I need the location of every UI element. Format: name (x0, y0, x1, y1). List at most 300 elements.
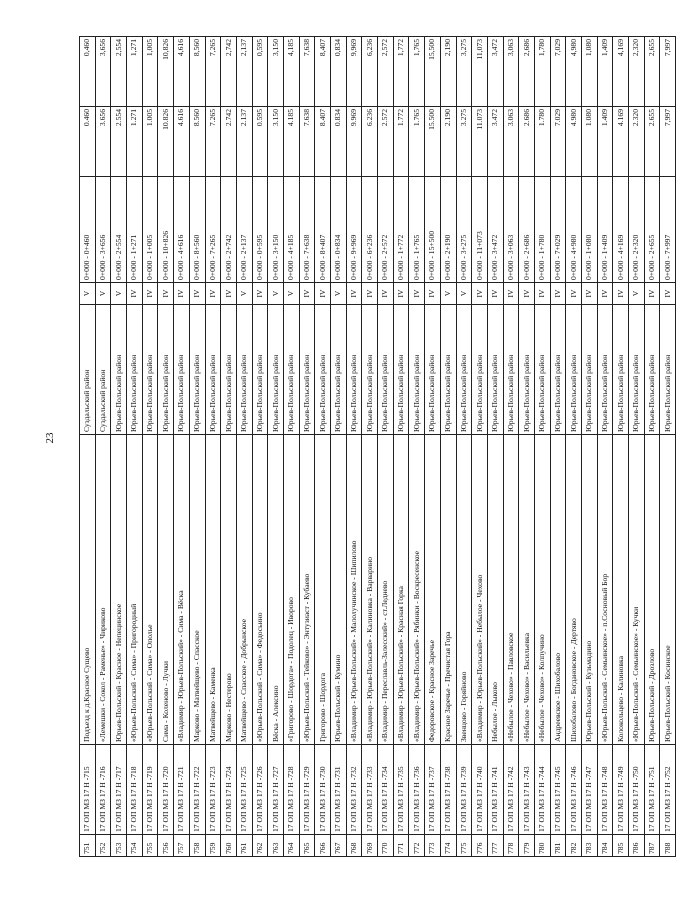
table-row (174, 37, 190, 857)
road-name: «Владимир - Юрьев-Польский» - Сима - Вёска (174, 435, 190, 745)
road-category: IV (566, 283, 582, 305)
road-id: 17 ОП МЗ 17 Н -739 (456, 745, 472, 835)
total-length-value: 7,265 (205, 37, 221, 107)
row-number: 776 (472, 835, 488, 857)
km-range: 0+000 - 3+150 (268, 177, 284, 283)
length-value: 2.190 (440, 107, 456, 177)
road-name: «Небылое - Чехово» - Павловское (503, 435, 519, 745)
table-row (283, 37, 299, 857)
table-row (472, 37, 488, 857)
district: Юрьев-Польский район (127, 305, 143, 435)
road-id: 17 ОП МЗ 17 Н -750 (629, 745, 645, 835)
district: Юрьев-Польский район (440, 305, 456, 435)
road-name: «Юрьев-Польский - Сима» - Пригородный (127, 435, 143, 745)
road-id: 17 ОП МЗ 17 Н -731 (331, 745, 347, 835)
length-value: 4.980 (566, 107, 582, 177)
km-range: 0+000 - 1+409 (597, 177, 613, 283)
row-number: 783 (582, 835, 598, 857)
road-name: Юрьев-Польский - Кузьмадино (582, 435, 598, 745)
road-category: IV (299, 283, 315, 305)
district: Юрьев-Польский район (644, 305, 660, 435)
road-id: 17 ОП МЗ 17 Н -726 (252, 745, 268, 835)
table-row (142, 37, 158, 857)
table-row (660, 37, 676, 857)
road-id: 17 ОП МЗ 17 Н -715 (80, 745, 96, 835)
road-category: IV (472, 283, 488, 305)
road-category: V (95, 283, 111, 305)
district: Юрьев-Польский район (189, 305, 205, 435)
row-number: 752 (95, 835, 111, 857)
district: Юрьев-Польский район (660, 305, 676, 435)
road-id: 17 ОП МЗ 17 Н -730 (315, 745, 331, 835)
length-value: 7,997 (660, 107, 676, 177)
road-name: Андреевское - Шихобалово (550, 435, 566, 745)
length-value: 2.686 (519, 107, 535, 177)
district: Юрьев-Польский район (283, 305, 299, 435)
road-id: 17 ОП МЗ 17 Н -738 (440, 745, 456, 835)
road-id: 17 ОП МЗ 17 Н -717 (111, 745, 127, 835)
km-range: 0+000 - 1+772 (393, 177, 409, 283)
road-id: 17 ОП МЗ 17 Н -735 (393, 745, 409, 835)
road-name: «Небылое - Чехово» - Колпучино (534, 435, 550, 745)
road-id: 17 ОП МЗ 17 Н -728 (283, 745, 299, 835)
table-row (519, 37, 535, 857)
district: Юрьев-Польский район (393, 305, 409, 435)
km-range: 0+000 - 1+005 (142, 177, 158, 283)
total-length-value: 0,595 (252, 37, 268, 107)
road-category: IV (158, 283, 174, 305)
district: Юрьев-Польский район (550, 305, 566, 435)
row-number: 758 (189, 835, 205, 857)
km-range: 0+000 - 15+500 (425, 177, 441, 283)
table-row (582, 37, 598, 857)
row-number: 753 (111, 835, 127, 857)
km-range: 0+000 - 3+656 (95, 177, 111, 283)
road-id: 17 ОП МЗ 17 Н -724 (221, 745, 237, 835)
road-category: V (456, 283, 472, 305)
page-number: 23 (44, 432, 56, 444)
km-range: 0+000 - 1+780 (534, 177, 550, 283)
district: Юрьев-Польский район (252, 305, 268, 435)
road-id: 17 ОП МЗ 17 Н -734 (378, 745, 394, 835)
road-category: IV (174, 283, 190, 305)
km-range: 0+000 - 1+271 (127, 177, 143, 283)
row-number: 777 (487, 835, 503, 857)
district: Юрьев-Польский район (472, 305, 488, 435)
length-value: 7.029 (550, 107, 566, 177)
length-value: 3.275 (456, 107, 472, 177)
row-number: 774 (440, 835, 456, 857)
km-range: 0+000 - 1+765 (409, 177, 425, 283)
length-value: 6.236 (362, 107, 378, 177)
length-value: 3.472 (487, 107, 503, 177)
km-range: 0+000 - 2+572 (378, 177, 394, 283)
district: Юрьев-Польский район (582, 305, 598, 435)
table-row (487, 37, 503, 857)
length-value: 3.656 (95, 107, 111, 177)
total-length-value: 2,554 (111, 37, 127, 107)
road-id: 17 ОП МЗ 17 Н -733 (362, 745, 378, 835)
total-length-value: 1,080 (582, 37, 598, 107)
road-name: Федоровское - Красное Заречье (425, 435, 441, 745)
total-length-value: 2,137 (236, 37, 252, 107)
road-id: 17 ОП МЗ 17 Н -752 (660, 745, 676, 835)
road-category: IV (127, 283, 143, 305)
row-number: 771 (393, 835, 409, 857)
road-name: «Владимир - Юрьев-Польский» - Калиновка - Варварино (362, 435, 378, 745)
district: Юрьев-Польский район (346, 305, 362, 435)
road-name: Юрьев-Польский - Косинское (660, 435, 676, 745)
km-range: 0+000 - 2+742 (221, 177, 237, 283)
road-category: IV (550, 283, 566, 305)
total-length-value: 1,772 (393, 37, 409, 107)
road-name: Юрьев-Польский - Кумино (331, 435, 347, 745)
row-number: 766 (315, 835, 331, 857)
district: Суздальский район (95, 305, 111, 435)
row-number: 764 (283, 835, 299, 857)
row-number: 763 (268, 835, 284, 857)
row-number: 760 (221, 835, 237, 857)
length-value: 10.826 (158, 107, 174, 177)
road-name: Подъезд к д.Красное Сущево (80, 435, 96, 745)
road-name: Юрьев-Польский - Дрозлово (644, 435, 660, 745)
road-id: 17 ОП МЗ 17 Н -744 (534, 745, 550, 835)
road-name: «Владимир - Юрьев-Польский» - Рябинки - Воскресенское (409, 435, 425, 745)
km-range: 0+000 - 0+834 (331, 177, 347, 283)
length-value: 4.616 (174, 107, 190, 177)
district: Юрьев-Польский район (378, 305, 394, 435)
total-length-value: 8,407 (315, 37, 331, 107)
table-row (268, 37, 284, 857)
road-name: Небылое - Лыково (487, 435, 503, 745)
road-name: Матвейщево - Спасское - Добрынское (236, 435, 252, 745)
km-range: 0+000 - 10+826 (158, 177, 174, 283)
total-length-value: 1,780 (534, 37, 550, 107)
road-name: Вёска - Алексино (268, 435, 284, 745)
row-number: 779 (519, 835, 535, 857)
km-range: 0+000 - 7+029 (550, 177, 566, 283)
district: Юрьев-Польский район (174, 305, 190, 435)
road-name: «Юрьев-Польский - Сима» - Федосьино (252, 435, 268, 745)
road-id: 17 ОП МЗ 17 Н -742 (503, 745, 519, 835)
km-range: 0+000 - 3+063 (503, 177, 519, 283)
road-category: IV (315, 283, 331, 305)
table-row (80, 37, 96, 857)
road-category: V (629, 283, 645, 305)
length-value: 1.780 (534, 107, 550, 177)
row-number: 784 (597, 835, 613, 857)
table-row (629, 37, 645, 857)
row-number: 756 (158, 835, 174, 857)
district: Юрьев-Польский район (205, 305, 221, 435)
length-value: 7.265 (205, 107, 221, 177)
km-range: 0+000 - 6+236 (362, 177, 378, 283)
road-category: V (236, 283, 252, 305)
row-number: 770 (378, 835, 394, 857)
km-range: 0+000 - 7+265 (205, 177, 221, 283)
length-value: 8.407 (315, 107, 331, 177)
total-length-value: 3,150 (268, 37, 284, 107)
total-length-value: 3,472 (487, 37, 503, 107)
district: Юрьев-Польский район (142, 305, 158, 435)
km-range: 0+000 - 4+980 (566, 177, 582, 283)
road-category: IV (189, 283, 205, 305)
road-category: IV (221, 283, 237, 305)
table-row (597, 37, 613, 857)
row-number: 786 (629, 835, 645, 857)
table-row (503, 37, 519, 857)
total-length-value: 8,560 (189, 37, 205, 107)
road-category: IV (425, 283, 441, 305)
table-row (566, 37, 582, 857)
road-id: 17 ОП МЗ 17 Н -748 (597, 745, 613, 835)
row-number: 759 (205, 835, 221, 857)
district: Юрьев-Польский район (236, 305, 252, 435)
row-number: 767 (331, 835, 347, 857)
district: Юрьев-Польский район (268, 305, 284, 435)
length-value: 11.073 (472, 107, 488, 177)
road-category: IV (644, 283, 660, 305)
district: Юрьев-Польский район (221, 305, 237, 435)
road-id: 17 ОП МЗ 17 Н -749 (613, 745, 629, 835)
total-length-value: 6,236 (362, 37, 378, 107)
row-number: 761 (236, 835, 252, 857)
road-name: Колокольцево - Калиновка (613, 435, 629, 745)
length-value: 2.742 (221, 107, 237, 177)
total-length-value: 2,655 (644, 37, 660, 107)
total-length-value: 2,686 (519, 37, 535, 107)
row-number: 782 (566, 835, 582, 857)
road-id: 17 ОП МЗ 17 Н -729 (299, 745, 315, 835)
row-number: 775 (456, 835, 472, 857)
total-length-value: 7,997 (660, 37, 676, 107)
road-id: 17 ОП МЗ 17 Н -745 (550, 745, 566, 835)
table-row (550, 37, 566, 857)
km-range: 0+000 - 1+080 (582, 177, 598, 283)
table-row (252, 37, 268, 857)
table-row (409, 37, 425, 857)
district: Юрьев-Польский район (331, 305, 347, 435)
road-id: 17 ОП МЗ 17 Н -725 (236, 745, 252, 835)
road-category: IV (409, 283, 425, 305)
table-row (346, 37, 362, 857)
road-name: Красное Заречье - Пречистая Гора (440, 435, 456, 745)
km-range: 0+000 - 2+320 (629, 177, 645, 283)
row-number: 755 (142, 835, 158, 857)
road-category: IV (378, 283, 394, 305)
km-range: 0+000 - 8+560 (189, 177, 205, 283)
road-name: Марково - Матвейщево - Спасское (189, 435, 205, 745)
road-name: Шихобалово - Богдановское - Дертяво (566, 435, 582, 745)
km-range: 0+000 - 0+595 (252, 177, 268, 283)
road-category: IV (142, 283, 158, 305)
district: Юрьев-Польский район (629, 305, 645, 435)
road-id: 17 ОП МЗ 17 Н -747 (582, 745, 598, 835)
length-value: 3.063 (503, 107, 519, 177)
length-value: 2.137 (236, 107, 252, 177)
road-id: 17 ОП МЗ 17 Н -741 (487, 745, 503, 835)
road-id: 17 ОП МЗ 17 Н -737 (425, 745, 441, 835)
road-category: IV (660, 283, 676, 305)
length-value: 2.554 (111, 107, 127, 177)
total-length-value: 3,063 (503, 37, 519, 107)
district: Юрьев-Польский район (158, 305, 174, 435)
road-name: «Лемешки - Сокол - Раменье» - Чириково (95, 435, 111, 745)
road-id: 17 ОП МЗ 17 Н -746 (566, 745, 582, 835)
table-row (440, 37, 456, 857)
district: Юрьев-Польский район (425, 305, 441, 435)
road-name: «Владимир - Юрьев-Польский» - Небылое - Чехово (472, 435, 488, 745)
length-value: 0.460 (80, 107, 96, 177)
row-number: 778 (503, 835, 519, 857)
row-number: 781 (550, 835, 566, 857)
road-id: 17 ОП МЗ 17 Н -740 (472, 745, 488, 835)
row-number: 769 (362, 835, 378, 857)
length-value: 1.409 (597, 107, 613, 177)
district: Юрьев-Польский район (315, 305, 331, 435)
road-category: IV (252, 283, 268, 305)
total-length-value: 7,638 (299, 37, 315, 107)
km-range: 0+000 - 4+169 (613, 177, 629, 283)
total-length-value: 1,765 (409, 37, 425, 107)
length-value: 0.834 (331, 107, 347, 177)
district: Суздальский район (80, 305, 96, 435)
length-value: 1.080 (582, 107, 598, 177)
row-number: 772 (409, 835, 425, 857)
total-length-value: 4,616 (174, 37, 190, 107)
km-range: 0+000 - 2+554 (111, 177, 127, 283)
km-range: 0+000 - 3+472 (487, 177, 503, 283)
road-id: 17 ОП МЗ 17 Н -732 (346, 745, 362, 835)
total-length-value: 2,320 (629, 37, 645, 107)
district: Юрьев-Польский район (566, 305, 582, 435)
road-category: V (111, 283, 127, 305)
table-row (331, 37, 347, 857)
row-number: 780 (534, 835, 550, 857)
roads-table (79, 36, 676, 857)
road-id: 17 ОП МЗ 17 Н -716 (95, 745, 111, 835)
total-length-value: 4,169 (613, 37, 629, 107)
road-name: «Владимир - Юрьев-Польский» - Красная Горка (393, 435, 409, 745)
road-category: V (80, 283, 96, 305)
length-value: 15.500 (425, 107, 441, 177)
road-category: IV (503, 283, 519, 305)
row-number: 773 (425, 835, 441, 857)
road-category: IV (597, 283, 613, 305)
total-length-value: 11,073 (472, 37, 488, 107)
total-length-value: 9,969 (346, 37, 362, 107)
road-category: IV (362, 283, 378, 305)
road-category: V (283, 283, 299, 305)
total-length-value: 7,029 (550, 37, 566, 107)
road-name: «Владимир - Юрьев-Польский» - Малолучинское - Шипилово (346, 435, 362, 745)
row-number: 788 (660, 835, 676, 857)
roads-table-body (80, 37, 676, 857)
table-row (362, 37, 378, 857)
length-value: 8.560 (189, 107, 205, 177)
road-id: 17 ОП МЗ 17 Н -751 (644, 745, 660, 835)
table-row (613, 37, 629, 857)
length-value: 4.169 (613, 107, 629, 177)
table-row (299, 37, 315, 857)
road-id: 17 ОП МЗ 17 Н -723 (205, 745, 221, 835)
road-name: «Небылое - Чехово» - Васильевка (519, 435, 535, 745)
road-name: Матвейщево - Каменка (205, 435, 221, 745)
district: Юрьев-Польский район (534, 305, 550, 435)
road-name: Звенцово - Горяйново (456, 435, 472, 745)
table-row (425, 37, 441, 857)
district: Юрьев-Польский район (362, 305, 378, 435)
row-number: 751 (80, 835, 96, 857)
total-length-value: 1,005 (142, 37, 158, 107)
length-value: 0.595 (252, 107, 268, 177)
row-number: 762 (252, 835, 268, 857)
road-id: 17 ОП МЗ 17 Н -736 (409, 745, 425, 835)
table-row (221, 37, 237, 857)
road-name: «Юрьев-Польский - Сима» - Ополье (142, 435, 158, 745)
km-range: 0+000 - 3+275 (456, 177, 472, 283)
total-length-value: 0,460 (80, 37, 96, 107)
length-value: 4.185 (283, 107, 299, 177)
road-category: V (331, 283, 347, 305)
table-row (111, 37, 127, 857)
road-name: Сима - Коленово - Лучки (158, 435, 174, 745)
table-row (534, 37, 550, 857)
table-row (393, 37, 409, 857)
road-name: Юрьев-Польский - Красное - Непецинское (111, 435, 127, 745)
km-range: 0+000 - 2+655 (644, 177, 660, 283)
total-length-value: 10,826 (158, 37, 174, 107)
length-value: 7.638 (299, 107, 315, 177)
district: Юрьев-Польский район (597, 305, 613, 435)
total-length-value: 15,500 (425, 37, 441, 107)
length-value: 1.271 (127, 107, 143, 177)
total-length-value: 0,834 (331, 37, 347, 107)
table-row (189, 37, 205, 857)
km-range: 0+000 - 7+638 (299, 177, 315, 283)
district: Юрьев-Польский район (613, 305, 629, 435)
total-length-value: 2,572 (378, 37, 394, 107)
road-name: «Юрьев-Польский - Семьинское» - Кучки (629, 435, 645, 745)
total-length-value: 4,185 (283, 37, 299, 107)
road-category: IV (613, 283, 629, 305)
district: Юрьев-Польский район (519, 305, 535, 435)
road-name: «Григорово - Шордога» - Подолец - Иворово (283, 435, 299, 745)
table-row (236, 37, 252, 857)
road-category: IV (534, 283, 550, 305)
road-category: IV (582, 283, 598, 305)
km-range: 0+000 - 2+190 (440, 177, 456, 283)
district: Юрьев-Польский район (409, 305, 425, 435)
km-range: 0+000 - 8+407 (315, 177, 331, 283)
road-name: Марково - Нестерово (221, 435, 237, 745)
table-row (456, 37, 472, 857)
road-id: 17 ОП МЗ 17 Н -719 (142, 745, 158, 835)
row-number: 768 (346, 835, 362, 857)
table-row (205, 37, 221, 857)
road-name: «Юрьев-Польский - Семьинское» - п.Сосновый Бор (597, 435, 613, 745)
table-row (158, 37, 174, 857)
road-category: IV (205, 283, 221, 305)
length-value: 2.320 (629, 107, 645, 177)
road-category: IV (346, 283, 362, 305)
table-row (95, 37, 111, 857)
length-value: 1.772 (393, 107, 409, 177)
length-value: 1.765 (409, 107, 425, 177)
road-id: 17 ОП МЗ 17 Н -721 (174, 745, 190, 835)
total-length-value: 2,742 (221, 37, 237, 107)
row-number: 757 (174, 835, 190, 857)
